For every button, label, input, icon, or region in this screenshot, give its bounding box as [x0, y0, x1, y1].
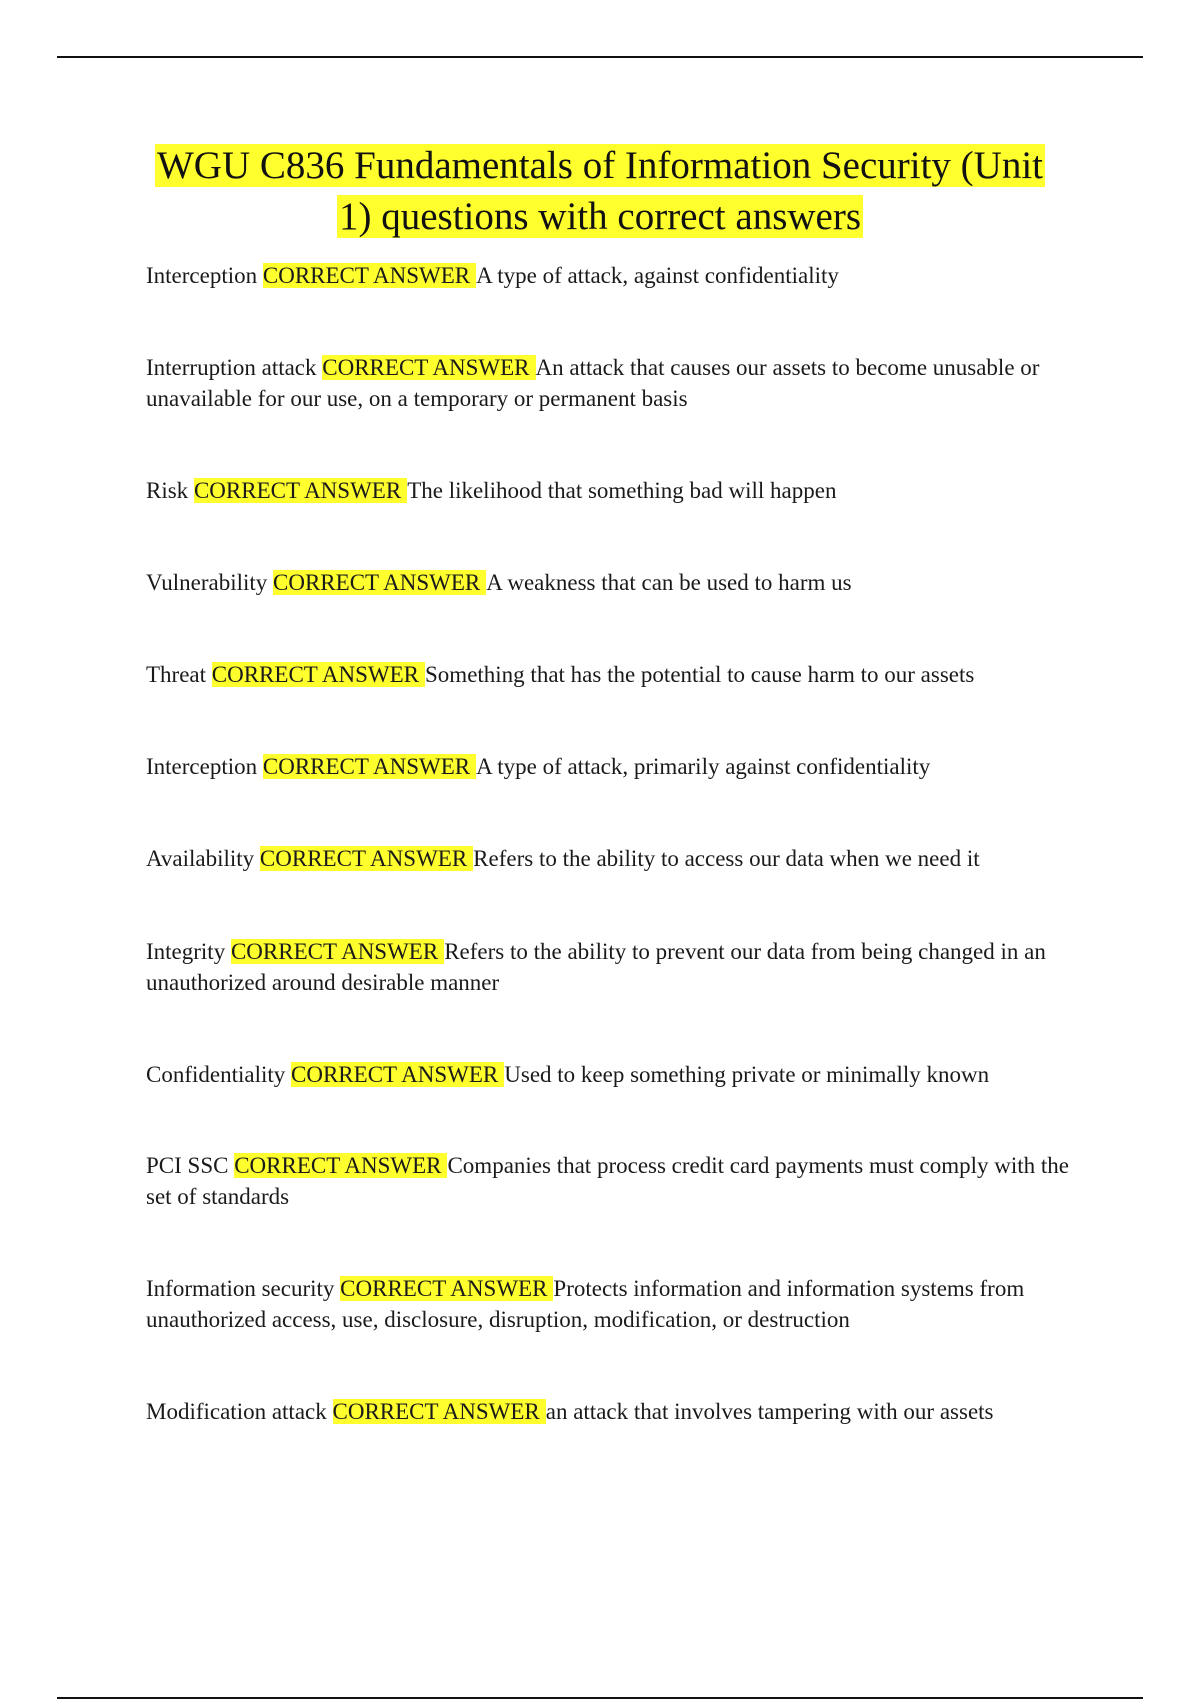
qa-answer: Companies that process credit card payments must comply with the set of standards: [146, 1153, 1069, 1209]
qa-item: [146, 843, 1096, 874]
qa-answer: Refers to the ability to access our data when we need it: [473, 846, 980, 871]
qa-answer: Something that has the potential to cause harm to our assets: [425, 662, 975, 687]
correct-answer-marker: CORRECT ANSWER: [291, 1062, 504, 1087]
qa-item: [146, 1150, 1096, 1212]
qa-answer: Refers to the ability to prevent our data from being changed in an unauthorized around desirable manner: [146, 939, 1046, 995]
qa-term: Modification attack: [146, 1399, 327, 1424]
qa-answer: Used to keep something private or minimally known: [504, 1062, 990, 1087]
correct-answer-marker: CORRECT ANSWER: [273, 570, 486, 595]
top-rule: [57, 56, 1143, 58]
correct-answer-marker: CORRECT ANSWER: [212, 662, 425, 687]
correct-answer-marker: CORRECT ANSWER: [333, 1399, 546, 1424]
qa-item: [146, 260, 1096, 291]
qa-item: [146, 1396, 1096, 1427]
qa-item: [146, 1059, 1096, 1090]
correct-answer-marker: CORRECT ANSWER: [263, 263, 476, 288]
qa-item: [146, 567, 1096, 598]
qa-term: Integrity: [146, 939, 226, 964]
qa-term: Risk: [146, 478, 189, 503]
qa-item: [146, 1273, 1096, 1335]
correct-answer-marker: CORRECT ANSWER: [231, 939, 444, 964]
qa-answer: Protects information and information systems from unauthorized access, use, disclosure, disruption, modification, or destruction: [146, 1276, 1025, 1332]
title-line-2: 1) questions with correct answers: [338, 195, 862, 238]
qa-term: Interruption attack: [146, 355, 317, 380]
qa-answer: The likelihood that something bad will happen: [407, 478, 837, 503]
correct-answer-marker: CORRECT ANSWER: [263, 754, 476, 779]
qa-answer: An attack that causes our assets to become unusable or unavailable for our use, on a temporary or permanent basis: [146, 355, 1040, 411]
document-title: [100, 140, 1100, 242]
qa-answer: A type of attack, primarily against confidentiality: [476, 754, 931, 779]
correct-answer-marker: CORRECT ANSWER: [234, 1153, 447, 1178]
correct-answer-marker: CORRECT ANSWER: [340, 1276, 553, 1301]
qa-term: Vulnerability: [146, 570, 268, 595]
correct-answer-marker: CORRECT ANSWER: [194, 478, 407, 503]
qa-term: Confidentiality: [146, 1062, 286, 1087]
qa-item: [146, 475, 1096, 506]
qa-term: Information security: [146, 1276, 335, 1301]
bottom-rule: [57, 1697, 1143, 1699]
qa-term: Availability: [146, 846, 255, 871]
qa-item: [146, 936, 1096, 998]
correct-answer-marker: CORRECT ANSWER: [322, 355, 535, 380]
qa-item: [146, 751, 1096, 782]
correct-answer-marker: CORRECT ANSWER: [260, 846, 473, 871]
qa-term: Interception: [146, 263, 258, 288]
qa-answer: A type of attack, against confidentiality: [476, 263, 839, 288]
qa-term: PCI SSC: [146, 1153, 229, 1178]
qa-term: Interception: [146, 754, 258, 779]
qa-answer: A weakness that can be used to harm us: [486, 570, 852, 595]
qa-item: [146, 659, 1096, 690]
qa-term: Threat: [146, 662, 207, 687]
qa-answer: an attack that involves tampering with our assets: [545, 1399, 994, 1424]
qa-item: [146, 352, 1096, 414]
title-line-1: WGU C836 Fundamentals of Information Security (Unit: [156, 144, 1043, 187]
